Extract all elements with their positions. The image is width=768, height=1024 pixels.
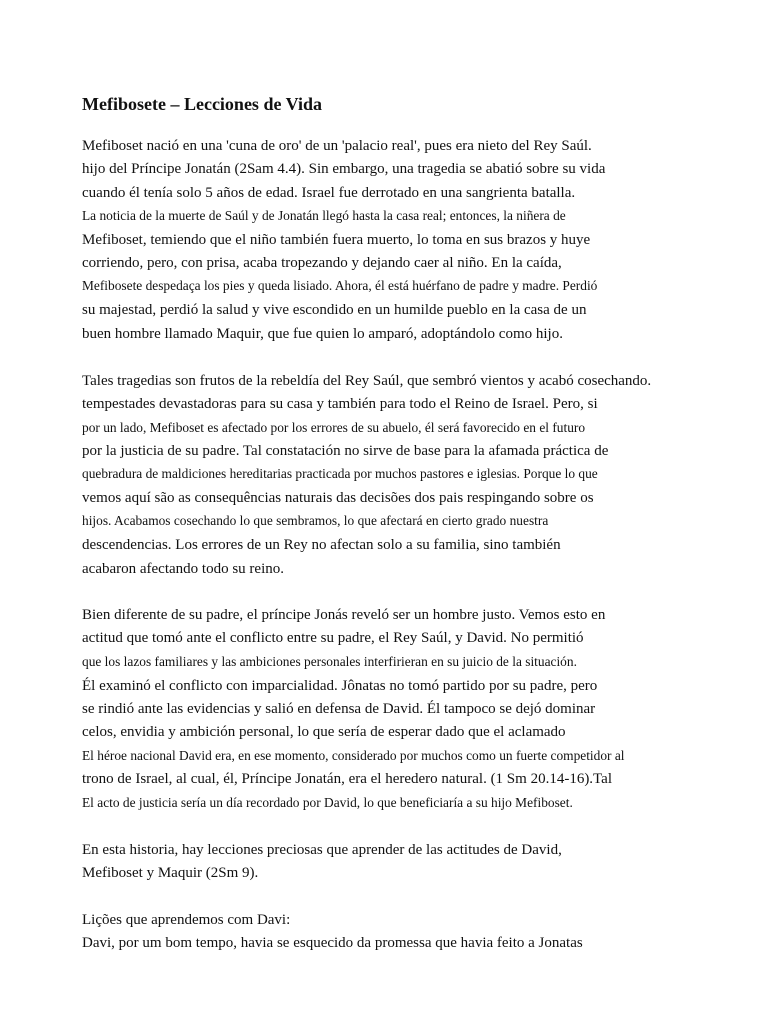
- text-line: acabaron afectando todo su reino.: [82, 561, 284, 577]
- text-line: hijo del Príncipe Jonatán (2Sam 4.4). Sin embargo, una tragedia se abatió sobre su vida: [82, 161, 606, 177]
- text-line: El héroe nacional David era, en ese momento, considerado por muchos como un fuerte competidor al: [82, 748, 625, 763]
- text-line: tempestades devastadoras para su casa y también para todo el Reino de Israel. Pero, si: [82, 396, 598, 412]
- text-line: se rindió ante las evidencias y salió en defensa de David. Él tampoco se dejó dominar: [82, 701, 596, 717]
- document-title: Mefibosete – Lecciones de Vida: [82, 94, 322, 114]
- text-line: vemos aquí são as consequências naturais das decisões dos pais respingando sobre os: [82, 490, 594, 506]
- text-line: hijos. Acabamos cosechando lo que sembramos, lo que afectará en cierto grado nuestra: [82, 513, 549, 528]
- text-line: Mefibosete despedaça los pies y queda lisiado. Ahora, él está huérfano de padre y madre. Perdió: [82, 278, 598, 293]
- text-line: celos, envidia y ambición personal, lo que sería de esperar dado que el aclamado: [82, 724, 566, 740]
- text-line: Lições que aprendemos com Davi:: [82, 912, 291, 928]
- text-line: actitud que tomó ante el conflicto entre su padre, el Rey Saúl, y David. No permitió: [82, 630, 584, 646]
- text-line: Mefiboset y Maquir (2Sm 9).: [82, 865, 259, 881]
- text-line: El acto de justicia sería un día recordado por David, lo que beneficiaría a su hijo Mefiboset.: [82, 795, 573, 810]
- text-line: Tales tragedias son frutos de la rebeldía del Rey Saúl, que sembró vientos y acabó cosechando.: [82, 373, 652, 389]
- text-line: cuando él tenía solo 5 años de edad. Israel fue derrotado en una sangrienta batalla.: [82, 185, 576, 201]
- text-line: que los lazos familiares y las ambiciones personales interfirieran en su juicio de la situación.: [82, 654, 577, 669]
- text-line: Bien diferente de su padre, el príncipe Jonás reveló ser un hombre justo. Vemos esto en: [82, 607, 606, 623]
- text-line: En esta historia, hay lecciones preciosas que aprender de las actitudes de David,: [82, 842, 562, 858]
- text-line: corriendo, pero, con prisa, acaba tropezando y dejando caer al niño. En la caída,: [82, 255, 562, 271]
- text-line: su majestad, perdió la salud y vive escondido en un humilde pueblo en la casa de un: [82, 302, 587, 318]
- text-line: Mefiboset, temiendo que el niño también fuera muerto, lo toma en sus brazos y huye: [82, 232, 591, 248]
- text-line: Davi, por um bom tempo, havia se esquecido da promessa que havia feito a Jonatas: [82, 935, 583, 951]
- text-line: Él examinó el conflicto con imparcialidad. Jônatas no tomó partido por su padre, pero: [82, 678, 598, 694]
- text-line: La noticia de la muerte de Saúl y de Jonatán llegó hasta la casa real; entonces, la niñera de: [82, 208, 566, 223]
- text-line: por la justicia de su padre. Tal constatación no sirve de base para la afamada práctica de: [82, 443, 609, 459]
- text-line: Mefiboset nació en una 'cuna de oro' de un 'palacio real', pues era nieto del Rey Saúl.: [82, 138, 592, 154]
- text-line: buen hombre llamado Maquir, que fue quien lo amparó, adoptándolo como hijo.: [82, 326, 563, 342]
- text-line: descendencias. Los errores de un Rey no afectan solo a su familia, sino también: [82, 537, 561, 553]
- text-line: quebradura de maldiciones hereditarias practicada por muchos pastores e iglesias. Porque lo que: [82, 466, 598, 481]
- text-line: trono de Israel, al cual, él, Príncipe Jonatán, era el heredero natural. (1 Sm 20.14-16).Tal: [82, 771, 613, 787]
- text-line: por un lado, Mefiboset es afectado por los errores de su abuelo, él será favorecido en el futuro: [82, 420, 586, 435]
